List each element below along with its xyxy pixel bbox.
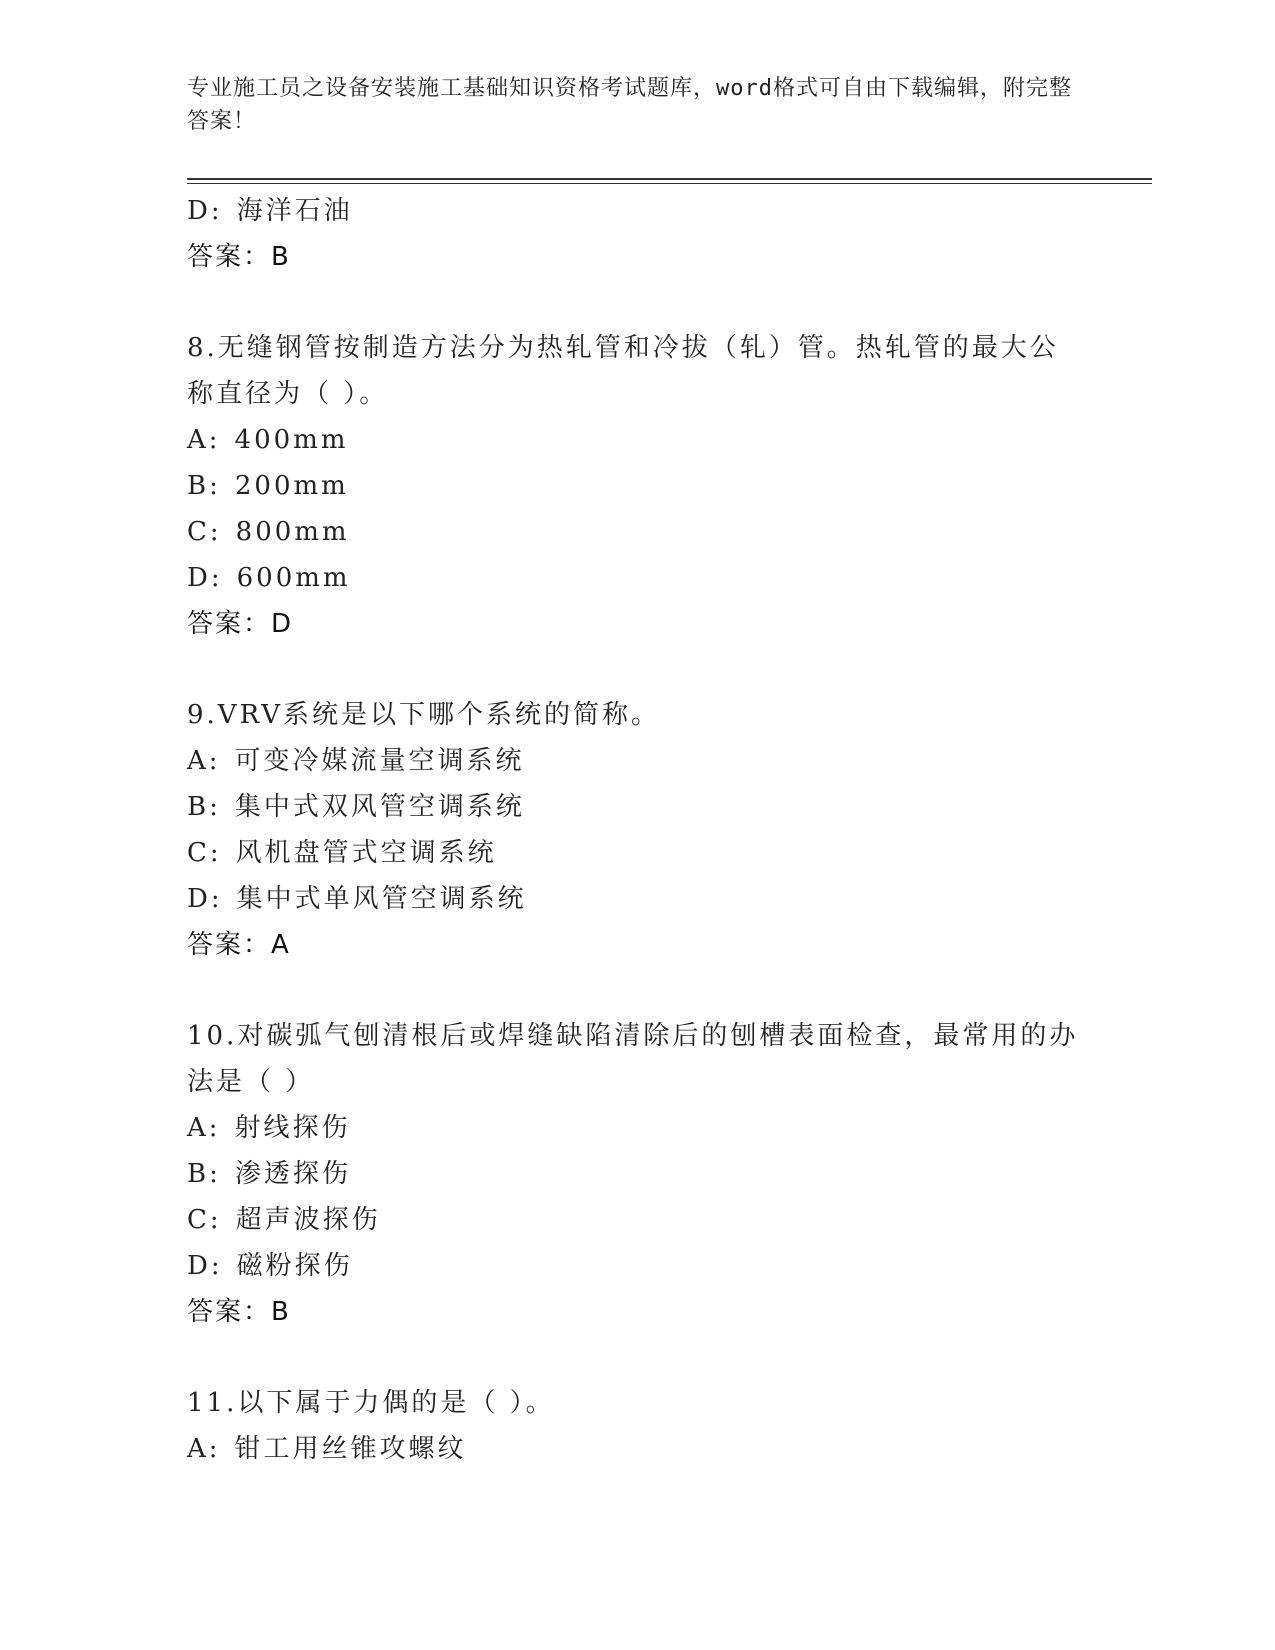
question-8 [187,325,1087,647]
question-11 [187,1380,1087,1472]
page-header [187,72,1087,138]
option-c: C: 800mm [187,517,350,547]
document-title: 专业施工员之设备安装施工基础知识资格考试题库，word格式可自由下载编辑，附完整答案！ [187,76,1072,134]
option-b: B: 集中式双风管空调系统 [187,792,525,822]
option-a: A: 射线探伤 [187,1113,351,1143]
question-9 [187,692,1087,968]
option-d: D: 600mm [187,563,351,593]
question-10 [187,1013,1087,1335]
question-stem: 11.以下属于力偶的是（ ）。 [187,1388,555,1418]
option-d: D: 集中式单风管空调系统 [187,884,527,914]
header-divider [187,178,1152,180]
question-stem: 10.对碳弧气刨清根后或焊缝缺陷清除后的刨槽表面检查，最常用的办 [187,1021,1079,1051]
question-list [187,188,1087,1472]
header-divider-thin [187,183,1152,184]
option-a: A: 钳工用丝锥攻螺纹 [187,1434,467,1464]
question-stem-continued: 称直径为（ ）。 [187,379,389,409]
option-c: C: 风机盘管式空调系统 [187,838,497,868]
question-stem: 9.VRV系统是以下哪个系统的简称。 [187,700,661,730]
option-a: A: 400mm [187,425,349,455]
answer-line: 答案：B [187,1297,291,1327]
question-stem-continued: 法是（ ） [187,1067,315,1097]
option-c: C: 超声波探伤 [187,1205,381,1235]
option-d: D: 海洋石油 [187,196,353,226]
option-a: A: 可变冷媒流量空调系统 [187,746,525,776]
option-b: B: 200mm [187,471,349,501]
answer-line: 答案：D [187,609,294,639]
question-carryover [187,188,1087,280]
answer-line: 答案：A [187,930,291,960]
option-b: B: 渗透探伤 [187,1159,351,1189]
option-d: D: 磁粉探伤 [187,1251,353,1281]
answer-line: 答案：B [187,242,291,272]
question-stem: 8.无缝钢管按制造方法分为热轧管和冷拔（轧）管。热轧管的最大公 [187,333,1059,363]
